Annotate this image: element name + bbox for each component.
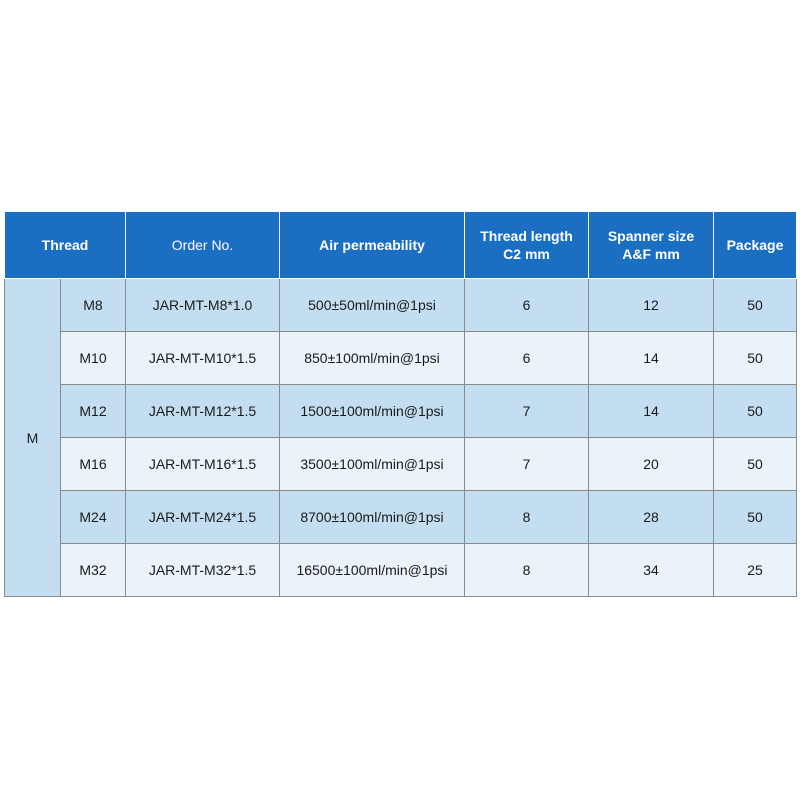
package-cell: 50 — [714, 332, 797, 385]
order-no-cell: JAR-MT-M32*1.5 — [126, 544, 280, 597]
table-row — [5, 385, 797, 438]
thread-length-cell: 8 — [465, 491, 589, 544]
spanner-size-cell: 12 — [589, 279, 714, 332]
spec-table — [4, 211, 797, 597]
air-permeability-cell: 16500±100ml/min@1psi — [280, 544, 465, 597]
order-no-cell: JAR-MT-M12*1.5 — [126, 385, 280, 438]
header-order-no: Order No. — [126, 212, 280, 279]
thread-length-cell: 7 — [465, 438, 589, 491]
spanner-size-cell: 14 — [589, 332, 714, 385]
order-no-cell: JAR-MT-M24*1.5 — [126, 491, 280, 544]
order-no-cell: JAR-MT-M10*1.5 — [126, 332, 280, 385]
table-row — [5, 438, 797, 491]
thread-size-cell: M8 — [61, 279, 126, 332]
header-air-permeability: Air permeability — [280, 212, 465, 279]
header-thread: Thread — [5, 212, 126, 279]
thread-length-cell: 7 — [465, 385, 589, 438]
thread-length-cell: 6 — [465, 332, 589, 385]
table-row — [5, 332, 797, 385]
package-cell: 50 — [714, 438, 797, 491]
header-row — [5, 212, 797, 279]
spanner-size-cell: 28 — [589, 491, 714, 544]
spanner-size-cell: 14 — [589, 385, 714, 438]
thread-size-cell: M32 — [61, 544, 126, 597]
table-row — [5, 544, 797, 597]
package-cell: 25 — [714, 544, 797, 597]
thread-size-cell: M16 — [61, 438, 126, 491]
order-no-cell: JAR-MT-M8*1.0 — [126, 279, 280, 332]
table-row — [5, 491, 797, 544]
order-no-cell: JAR-MT-M16*1.5 — [126, 438, 280, 491]
thread-group-label: M — [5, 279, 61, 597]
package-cell: 50 — [714, 279, 797, 332]
air-permeability-cell: 500±50ml/min@1psi — [280, 279, 465, 332]
thread-size-cell: M24 — [61, 491, 126, 544]
air-permeability-cell: 850±100ml/min@1psi — [280, 332, 465, 385]
thread-size-cell: M10 — [61, 332, 126, 385]
spanner-size-cell: 20 — [589, 438, 714, 491]
header-spanner-size: Spanner size A&F mm — [589, 212, 714, 279]
thread-size-cell: M12 — [61, 385, 126, 438]
air-permeability-cell: 1500±100ml/min@1psi — [280, 385, 465, 438]
thread-length-cell: 6 — [465, 279, 589, 332]
thread-length-cell: 8 — [465, 544, 589, 597]
table-row — [5, 279, 797, 332]
air-permeability-cell: 3500±100ml/min@1psi — [280, 438, 465, 491]
package-cell: 50 — [714, 491, 797, 544]
air-permeability-cell: 8700±100ml/min@1psi — [280, 491, 465, 544]
header-thread-length: Thread length C2 mm — [465, 212, 589, 279]
spanner-size-cell: 34 — [589, 544, 714, 597]
package-cell: 50 — [714, 385, 797, 438]
header-package: Package — [714, 212, 797, 279]
